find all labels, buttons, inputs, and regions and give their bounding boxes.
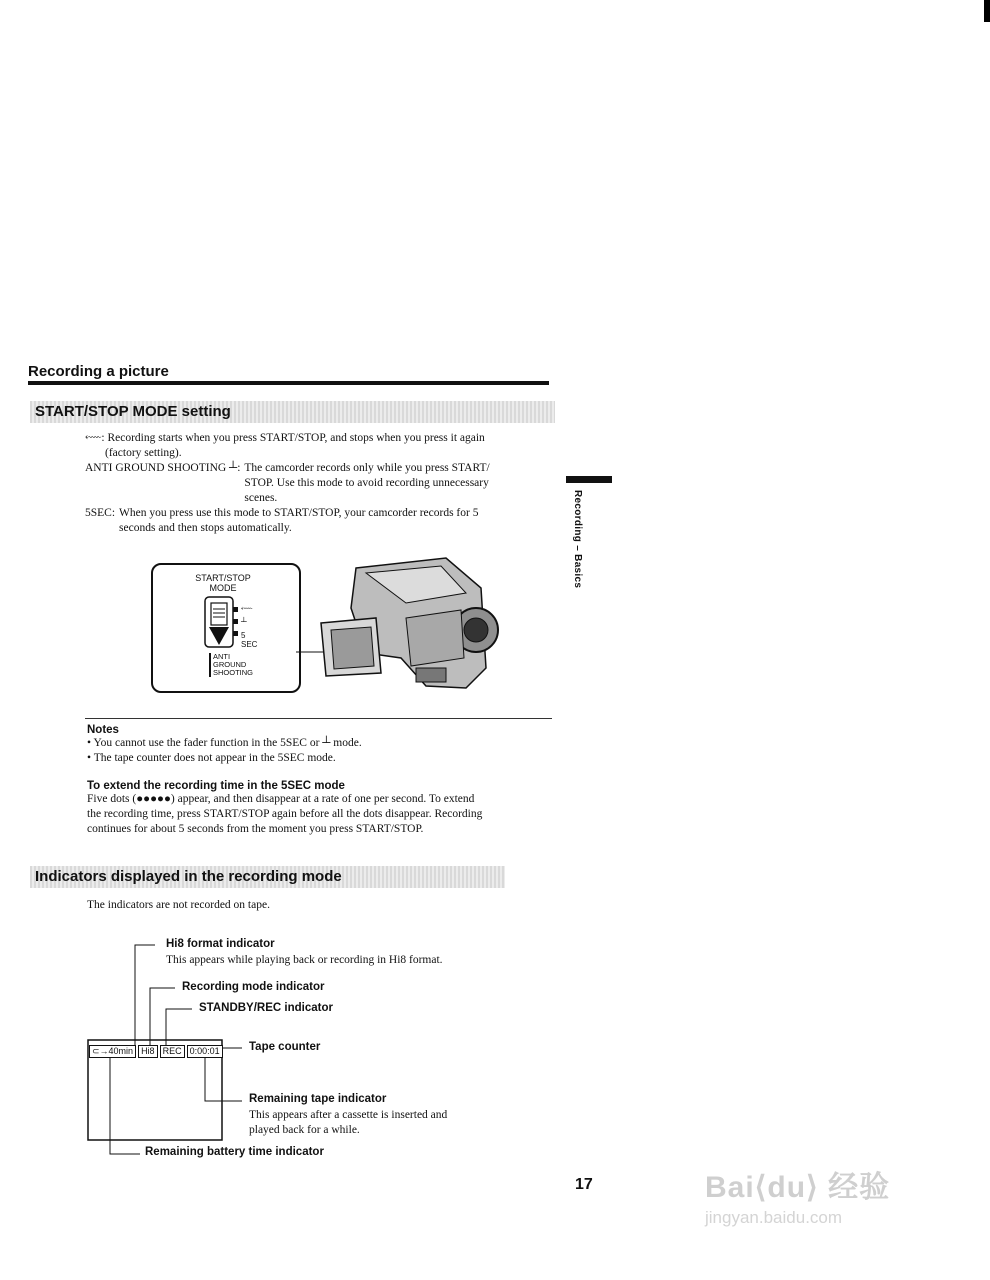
band-start-stop-title: START/STOP MODE setting	[35, 403, 231, 420]
watermark-logo: Bai⟨du⟩ 经验	[705, 1171, 891, 1204]
switch-figure	[151, 563, 301, 693]
extend-heading: To extend the recording time in the 5SEC mode	[87, 780, 345, 792]
rec-mode-title: Recording mode indicator	[182, 981, 325, 993]
section-title: Recording a picture	[28, 363, 169, 380]
switch-anti-line1: ANTI	[213, 652, 231, 661]
mode-standard-text2: (factory setting).	[105, 447, 182, 459]
remaining-tape-title: Remaining tape indicator	[249, 1093, 387, 1105]
side-tab-marker	[566, 476, 612, 483]
switch-pos-5: 5	[241, 631, 246, 640]
hi8-title: Hi8 format indicator	[166, 938, 275, 950]
extend-block	[87, 780, 557, 837]
screen-indicator-row	[89, 1041, 225, 1059]
camcorder-illustration	[296, 548, 516, 693]
mode-5sec-text2: seconds and then stops automatically.	[119, 522, 292, 534]
notes-heading: Notes	[87, 724, 119, 736]
scan-edge	[984, 0, 990, 22]
mode-anti-text3: scenes.	[244, 492, 278, 504]
screen-battery-indicator: ⊂→40min	[89, 1045, 136, 1058]
hi8-desc: This appears while playing back or recording in Hi8 format.	[166, 954, 443, 966]
mode-anti-text1: The camcorder records only while you press START/	[244, 462, 490, 474]
screen-counter-indicator: 0:00:01	[187, 1045, 223, 1058]
page-number: 17	[575, 1176, 593, 1193]
band-indicators	[30, 866, 505, 888]
watermark-url: jingyan.baidu.com	[705, 1208, 843, 1227]
switch-anti-line2: GROUND	[213, 660, 247, 669]
mode-5sec-text1: When you press use this mode to START/STOP, your camcorder records for 5	[119, 507, 479, 519]
mode-standard-label: ⬳:	[85, 432, 105, 444]
extend-line3: continues for about 5 seconds from the moment you press START/STOP.	[87, 823, 424, 835]
mode-item-anti-ground	[85, 461, 555, 506]
mode-item-standard	[85, 431, 555, 461]
svg-text:┴: ┴	[241, 617, 247, 626]
notes-block	[87, 724, 557, 766]
mode-item-5sec	[85, 506, 555, 536]
standby-title: STANDBY/REC indicator	[199, 1002, 333, 1014]
mode-list	[85, 431, 555, 536]
band-start-stop-mode	[30, 401, 555, 423]
mode-standard-text1: Recording starts when you press START/STOP, and stops when you press it again	[107, 432, 485, 444]
extend-line2: the recording time, press START/STOP again before all the dots disappear. Recording	[87, 808, 483, 820]
switch-anti-line3: SHOOTING	[213, 668, 254, 677]
switch-title-line1: START/STOP	[195, 573, 251, 583]
remaining-tape-desc2: played back for a while.	[249, 1124, 360, 1136]
tape-counter-title: Tape counter	[249, 1041, 321, 1053]
indicators-intro: The indicators are not recorded on tape.	[87, 899, 270, 911]
switch-title-line2: MODE	[209, 583, 237, 593]
band-indicators-title: Indicators displayed in the recording mode	[35, 868, 342, 885]
battery-title: Remaining battery time indicator	[145, 1146, 324, 1158]
switch-pos-sec: SEC	[241, 640, 258, 649]
mode-anti-label: ANTI GROUND SHOOTING ┴:	[85, 462, 241, 474]
remaining-tape-desc1: This appears after a cassette is inserted and	[249, 1109, 448, 1121]
mode-anti-text2: STOP. Use this mode to avoid recording unnecessary	[244, 477, 489, 489]
mode-5sec-label: 5SEC:	[85, 507, 116, 519]
notes-item-1: • You cannot use the fader function in the 5SEC or ┴ mode.	[87, 737, 362, 749]
notes-item-2: • The tape counter does not appear in the 5SEC mode.	[87, 752, 336, 764]
screen-rec-indicator: REC	[160, 1045, 185, 1058]
svg-text:⬳: ⬳	[241, 604, 253, 613]
heading-rule	[28, 381, 549, 385]
side-tab-label: Recording – Basics	[572, 490, 583, 589]
notes-rule	[85, 718, 552, 719]
screen-hi8-indicator: Hi8	[138, 1045, 158, 1058]
extend-line1: Five dots (●●●●●) appear, and then disappear at a rate of one per second. To extend	[87, 793, 475, 805]
